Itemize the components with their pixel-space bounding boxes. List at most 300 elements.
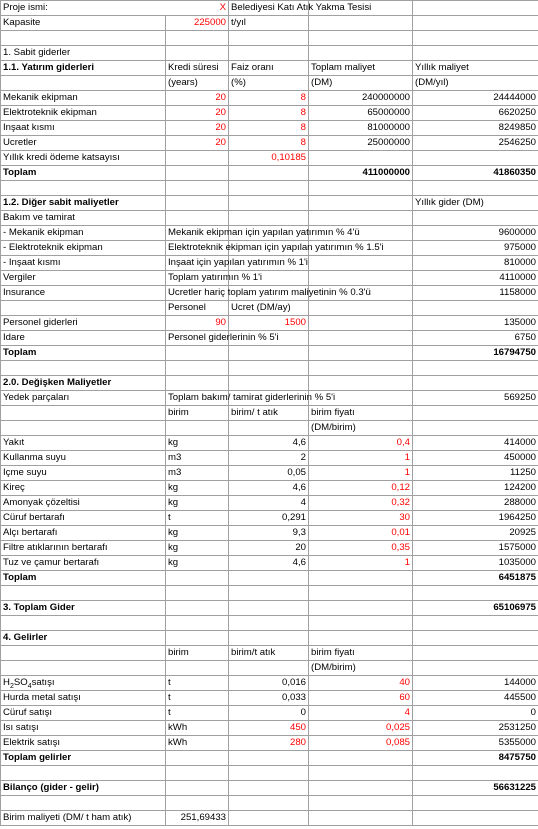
cell-col-d[interactable] bbox=[309, 16, 413, 31]
cell-col-e[interactable]: 1964250 bbox=[413, 511, 538, 526]
cell-col-b[interactable]: Toplam yatırımın % 1'i bbox=[166, 271, 229, 286]
cell-col-b[interactable] bbox=[166, 346, 229, 361]
cell-col-d[interactable] bbox=[309, 601, 413, 616]
cell-col-c[interactable]: Faiz oranı bbox=[229, 61, 309, 76]
cell-col-c[interactable] bbox=[229, 601, 309, 616]
cell-label[interactable] bbox=[1, 766, 166, 781]
cell-label[interactable]: Kapasite bbox=[1, 16, 166, 31]
cell-col-e[interactable]: 569250 bbox=[413, 391, 538, 406]
cell-col-e[interactable]: (DM/yıl) bbox=[413, 76, 538, 91]
cell-col-e[interactable] bbox=[413, 406, 538, 421]
cell-label[interactable] bbox=[1, 31, 166, 46]
cell-col-c[interactable]: 0,016 bbox=[229, 676, 309, 691]
cell-col-c[interactable] bbox=[229, 631, 309, 646]
cell-col-d[interactable]: (DM/birim) bbox=[309, 661, 413, 676]
cell-col-e[interactable]: 810000 bbox=[413, 256, 538, 271]
cell-col-d[interactable] bbox=[309, 796, 413, 811]
sheet-row bbox=[1, 301, 538, 316]
cell-col-b[interactable]: 20 bbox=[166, 136, 229, 151]
cell-col-d[interactable] bbox=[309, 271, 413, 286]
cell-col-b[interactable]: 225000 bbox=[166, 16, 229, 31]
cell-label[interactable]: Yedek parçaları bbox=[1, 391, 166, 406]
cell-col-c[interactable]: 8 bbox=[229, 136, 309, 151]
cell-col-e[interactable]: 5355000 bbox=[413, 736, 538, 751]
cell-col-b[interactable] bbox=[166, 601, 229, 616]
cell-col-e[interactable] bbox=[413, 421, 538, 436]
cell-col-d[interactable]: 60 bbox=[309, 691, 413, 706]
cell-col-c[interactable]: 0,10185 bbox=[229, 151, 309, 166]
sheet-row bbox=[1, 796, 538, 811]
cell-col-b[interactable]: birim bbox=[166, 646, 229, 661]
sheet-row bbox=[1, 331, 538, 346]
cell-label[interactable] bbox=[1, 181, 166, 196]
cell-col-c[interactable]: 4 bbox=[229, 496, 309, 511]
cell-col-d[interactable]: 0,12 bbox=[309, 481, 413, 496]
cell-label[interactable] bbox=[1, 796, 166, 811]
cell-col-b[interactable]: 251,69433 bbox=[166, 811, 229, 826]
cell-label[interactable]: 3. Toplam Gider bbox=[1, 601, 166, 616]
sheet-row bbox=[1, 736, 538, 751]
cell-col-c[interactable] bbox=[229, 376, 309, 391]
cell-col-d[interactable] bbox=[309, 811, 413, 826]
cell-col-d[interactable] bbox=[309, 376, 413, 391]
cell-label[interactable] bbox=[1, 646, 166, 661]
cell-col-e[interactable] bbox=[413, 301, 538, 316]
cell-col-e[interactable]: 1158000 bbox=[413, 286, 538, 301]
cell-label[interactable]: Inşaat kısmı bbox=[1, 121, 166, 136]
cell-col-d[interactable]: 30 bbox=[309, 511, 413, 526]
cell-col-e[interactable] bbox=[413, 631, 538, 646]
cell-col-b[interactable]: t bbox=[166, 511, 229, 526]
sheet-row bbox=[1, 196, 538, 211]
cell-col-c[interactable] bbox=[229, 31, 309, 46]
cell-label[interactable]: Toplam gelirler bbox=[1, 751, 166, 766]
cell-label[interactable]: Alçı bertarafı bbox=[1, 526, 166, 541]
cell-col-e[interactable]: 8475750 bbox=[413, 751, 538, 766]
cell-col-b[interactable] bbox=[166, 571, 229, 586]
sheet-row bbox=[1, 556, 538, 571]
sheet-row bbox=[1, 676, 538, 691]
cell-col-e[interactable]: 6750 bbox=[413, 331, 538, 346]
sheet-row bbox=[1, 631, 538, 646]
cell-col-b[interactable]: kWh bbox=[166, 736, 229, 751]
cell-col-e[interactable] bbox=[413, 361, 538, 376]
cell-col-b[interactable] bbox=[166, 181, 229, 196]
cell-col-c[interactable] bbox=[229, 346, 309, 361]
cell-label[interactable]: Filtre atıklarının bertarafı bbox=[1, 541, 166, 556]
cell-col-b[interactable]: Ucretler hariç toplam yatırım maliyetinin % 0.3'ü bbox=[166, 286, 229, 301]
cell-label[interactable]: Idare bbox=[1, 331, 166, 346]
sheet-row bbox=[1, 616, 538, 631]
cell-col-c[interactable]: 450 bbox=[229, 721, 309, 736]
cell-col-c[interactable]: 8 bbox=[229, 91, 309, 106]
cell-col-d[interactable] bbox=[309, 331, 413, 346]
cell-label[interactable]: Toplam bbox=[1, 571, 166, 586]
cell-col-b[interactable]: kg bbox=[166, 526, 229, 541]
cell-col-d[interactable] bbox=[309, 196, 413, 211]
cell-col-d[interactable] bbox=[309, 781, 413, 796]
cell-col-c[interactable]: 8 bbox=[229, 106, 309, 121]
cell-col-b[interactable]: Personel bbox=[166, 301, 229, 316]
cell-col-b[interactable]: birim bbox=[166, 406, 229, 421]
cell-col-b[interactable] bbox=[166, 751, 229, 766]
cell-col-e[interactable]: 144000 bbox=[413, 676, 538, 691]
cell-label[interactable]: Personel giderleri bbox=[1, 316, 166, 331]
cell-col-e[interactable] bbox=[413, 811, 538, 826]
sheet-row bbox=[1, 1, 538, 16]
cell-col-b[interactable]: X bbox=[166, 1, 229, 16]
cell-col-c[interactable] bbox=[229, 586, 309, 601]
cell-col-d[interactable]: 0,32 bbox=[309, 496, 413, 511]
sheet-row bbox=[1, 526, 538, 541]
sheet-row bbox=[1, 181, 538, 196]
cell-label[interactable] bbox=[1, 661, 166, 676]
cell-col-d[interactable] bbox=[309, 571, 413, 586]
cell-col-d[interactable]: birim fiyatı bbox=[309, 406, 413, 421]
cell-col-b[interactable]: kg bbox=[166, 496, 229, 511]
cell-col-c[interactable] bbox=[229, 46, 309, 61]
cell-label[interactable]: - Mekanik ekipman bbox=[1, 226, 166, 241]
cell-col-b[interactable]: (years) bbox=[166, 76, 229, 91]
cell-label[interactable]: Mekanik ekipman bbox=[1, 91, 166, 106]
cell-col-c[interactable]: (%) bbox=[229, 76, 309, 91]
cell-col-d[interactable] bbox=[309, 631, 413, 646]
cell-col-c[interactable]: t/yıl bbox=[229, 16, 309, 31]
cell-col-b[interactable] bbox=[166, 586, 229, 601]
cell-col-e[interactable]: Yıllık gider (DM) bbox=[413, 196, 538, 211]
cell-label[interactable] bbox=[1, 421, 166, 436]
cell-col-c[interactable] bbox=[229, 196, 309, 211]
cell-col-d[interactable]: 240000000 bbox=[309, 91, 413, 106]
sheet-row bbox=[1, 481, 538, 496]
sheet-row bbox=[1, 406, 538, 421]
sheet-row bbox=[1, 286, 538, 301]
cell-col-d[interactable]: 1 bbox=[309, 451, 413, 466]
cell-col-c[interactable]: birim/t atık bbox=[229, 646, 309, 661]
cell-col-b[interactable]: kg bbox=[166, 481, 229, 496]
cell-col-b[interactable]: kg bbox=[166, 436, 229, 451]
cell-col-d[interactable] bbox=[309, 766, 413, 781]
cell-col-c[interactable] bbox=[229, 796, 309, 811]
cell-col-e[interactable] bbox=[413, 766, 538, 781]
cell-col-e[interactable] bbox=[413, 586, 538, 601]
cell-col-e[interactable]: 6620250 bbox=[413, 106, 538, 121]
cell-col-c[interactable] bbox=[229, 781, 309, 796]
cell-col-e[interactable] bbox=[413, 376, 538, 391]
sheet-row bbox=[1, 541, 538, 556]
cell-col-b[interactable]: m3 bbox=[166, 466, 229, 481]
cell-col-b[interactable]: Mekanik ekipman için yapılan yatırımın % 4'ü bbox=[166, 226, 229, 241]
cell-label[interactable]: Insurance bbox=[1, 286, 166, 301]
cell-label[interactable]: Yıllık kredi ödeme katsayısı bbox=[1, 151, 166, 166]
sheet-row bbox=[1, 766, 538, 781]
cell-label[interactable]: - Elektroteknik ekipman bbox=[1, 241, 166, 256]
cell-col-c[interactable]: Ucret (DM/ay) bbox=[229, 301, 309, 316]
cell-label[interactable]: Kullanma suyu bbox=[1, 451, 166, 466]
cell-col-e[interactable] bbox=[413, 31, 538, 46]
cell-label[interactable]: Ucretler bbox=[1, 136, 166, 151]
sheet-row bbox=[1, 436, 538, 451]
cell-col-b[interactable]: kWh bbox=[166, 721, 229, 736]
cell-col-d[interactable] bbox=[309, 316, 413, 331]
cell-col-c[interactable] bbox=[229, 166, 309, 181]
cell-col-d[interactable]: 0,025 bbox=[309, 721, 413, 736]
cell-col-b[interactable]: 20 bbox=[166, 91, 229, 106]
cell-col-e[interactable]: 135000 bbox=[413, 316, 538, 331]
cell-col-c[interactable]: 280 bbox=[229, 736, 309, 751]
cell-col-b[interactable]: t bbox=[166, 676, 229, 691]
sheet-row bbox=[1, 316, 538, 331]
cell-label[interactable]: 1. Sabit giderler bbox=[1, 46, 166, 61]
cell-col-c[interactable] bbox=[229, 211, 309, 226]
sheet-row bbox=[1, 691, 538, 706]
cell-col-c[interactable] bbox=[229, 766, 309, 781]
cell-col-e[interactable]: 56631225 bbox=[413, 781, 538, 796]
cell-label[interactable]: Proje ismi: bbox=[1, 1, 166, 16]
cell-col-e[interactable]: 8249850 bbox=[413, 121, 538, 136]
cell-col-b[interactable]: 20 bbox=[166, 106, 229, 121]
cell-col-e[interactable]: 124200 bbox=[413, 481, 538, 496]
cell-col-b[interactable] bbox=[166, 631, 229, 646]
cell-col-c[interactable] bbox=[229, 616, 309, 631]
cell-col-e[interactable]: 1035000 bbox=[413, 556, 538, 571]
cell-label[interactable]: $H_2SO_4satışı$ bbox=[1, 676, 166, 691]
cell-col-d[interactable] bbox=[309, 256, 413, 271]
cell-label[interactable] bbox=[1, 406, 166, 421]
cell-col-d[interactable]: birim fiyatı bbox=[309, 646, 413, 661]
cell-label[interactable]: Isı satışı bbox=[1, 721, 166, 736]
cell-col-d[interactable]: 81000000 bbox=[309, 121, 413, 136]
sheet-row bbox=[1, 166, 538, 181]
cell-col-d[interactable]: 0,01 bbox=[309, 526, 413, 541]
cell-label[interactable]: Vergiler bbox=[1, 271, 166, 286]
cell-col-d[interactable] bbox=[309, 301, 413, 316]
cell-col-b[interactable]: Elektroteknik ekipman için yapılan yatırımın % 1.5'i bbox=[166, 241, 229, 256]
sheet-row bbox=[1, 346, 538, 361]
cell-col-e[interactable] bbox=[413, 151, 538, 166]
cell-label[interactable]: Cüruf bertarafı bbox=[1, 511, 166, 526]
cell-col-c[interactable] bbox=[229, 181, 309, 196]
cell-col-d[interactable] bbox=[309, 346, 413, 361]
cell-col-e[interactable]: 975000 bbox=[413, 241, 538, 256]
cell-col-d[interactable]: 65000000 bbox=[309, 106, 413, 121]
cell-label[interactable]: Toplam bbox=[1, 166, 166, 181]
cell-label[interactable]: 4. Gelirler bbox=[1, 631, 166, 646]
cell-col-e[interactable]: 414000 bbox=[413, 436, 538, 451]
cell-col-c[interactable]: 0 bbox=[229, 706, 309, 721]
cell-label[interactable]: Birim maliyeti (DM/ t ham atık) bbox=[1, 811, 166, 826]
sheet-row bbox=[1, 16, 538, 31]
cell-col-d[interactable]: 0,35 bbox=[309, 541, 413, 556]
cell-label[interactable] bbox=[1, 361, 166, 376]
cell-col-b[interactable]: 20 bbox=[166, 121, 229, 136]
cell-col-e[interactable]: 1575000 bbox=[413, 541, 538, 556]
cell-col-c[interactable]: 0,291 bbox=[229, 511, 309, 526]
cell-col-b[interactable]: 90 bbox=[166, 316, 229, 331]
cell-col-c[interactable]: 4,6 bbox=[229, 436, 309, 451]
cell-col-e[interactable]: 11250 bbox=[413, 466, 538, 481]
cell-col-d[interactable] bbox=[309, 46, 413, 61]
cell-col-e[interactable] bbox=[413, 181, 538, 196]
cell-col-d[interactable]: 0,4 bbox=[309, 436, 413, 451]
cell-col-e[interactable]: 41860350 bbox=[413, 166, 538, 181]
cell-col-c[interactable]: 1500 bbox=[229, 316, 309, 331]
cell-col-b[interactable]: m3 bbox=[166, 451, 229, 466]
cell-col-d[interactable] bbox=[309, 751, 413, 766]
cell-col-d[interactable] bbox=[309, 616, 413, 631]
cell-col-e[interactable] bbox=[413, 796, 538, 811]
cell-col-e[interactable] bbox=[413, 661, 538, 676]
cell-col-b[interactable] bbox=[166, 766, 229, 781]
cell-col-c[interactable]: 2 bbox=[229, 451, 309, 466]
cell-label[interactable]: Elektrik satışı bbox=[1, 736, 166, 751]
sheet-row bbox=[1, 61, 538, 76]
sheet-row bbox=[1, 646, 538, 661]
cell-col-c[interactable]: 0,05 bbox=[229, 466, 309, 481]
cell-col-b[interactable]: kg bbox=[166, 556, 229, 571]
cell-label[interactable] bbox=[1, 586, 166, 601]
cell-col-e[interactable] bbox=[413, 646, 538, 661]
cell-col-b[interactable]: Personel giderlerinin % 5'i bbox=[166, 331, 229, 346]
cell-col-e[interactable]: 16794750 bbox=[413, 346, 538, 361]
cell-col-b[interactable] bbox=[166, 166, 229, 181]
cell-col-e[interactable]: 0 bbox=[413, 706, 538, 721]
cell-col-c[interactable]: 9,3 bbox=[229, 526, 309, 541]
cell-col-e[interactable] bbox=[413, 1, 538, 16]
cell-col-c[interactable]: 0,033 bbox=[229, 691, 309, 706]
sheet-row bbox=[1, 661, 538, 676]
cell-label[interactable]: Içme suyu bbox=[1, 466, 166, 481]
cell-label[interactable]: Yakıt bbox=[1, 436, 166, 451]
cell-col-d[interactable] bbox=[309, 31, 413, 46]
cell-col-b[interactable] bbox=[166, 211, 229, 226]
cell-col-d[interactable]: Toplam maliyet bbox=[309, 61, 413, 76]
cell-col-e[interactable]: 6451875 bbox=[413, 571, 538, 586]
cell-col-c[interactable]: 20 bbox=[229, 541, 309, 556]
cell-col-b[interactable] bbox=[166, 796, 229, 811]
cell-col-e[interactable]: 288000 bbox=[413, 496, 538, 511]
cell-col-c[interactable]: 4,6 bbox=[229, 481, 309, 496]
cell-col-b[interactable]: t bbox=[166, 691, 229, 706]
cell-col-d[interactable]: 1 bbox=[309, 556, 413, 571]
cell-col-e[interactable] bbox=[413, 211, 538, 226]
cell-col-e[interactable]: 20925 bbox=[413, 526, 538, 541]
cell-col-e[interactable] bbox=[413, 616, 538, 631]
cell-label[interactable]: Kireç bbox=[1, 481, 166, 496]
cell-label[interactable]: Hurda metal satışı bbox=[1, 691, 166, 706]
cell-label[interactable]: Tuz ve çamur bertarafı bbox=[1, 556, 166, 571]
cell-label[interactable]: Bilanço (gider - gelir) bbox=[1, 781, 166, 796]
cell-col-b[interactable] bbox=[166, 616, 229, 631]
cell-col-b[interactable] bbox=[166, 781, 229, 796]
sheet-row bbox=[1, 451, 538, 466]
cell-col-b[interactable]: kg bbox=[166, 541, 229, 556]
cell-col-b[interactable] bbox=[166, 151, 229, 166]
cell-col-c[interactable] bbox=[229, 751, 309, 766]
cell-col-c[interactable]: Belediyesi Katı Atık Yakma Tesisi bbox=[229, 1, 309, 16]
sheet-row bbox=[1, 421, 538, 436]
sheet-row bbox=[1, 211, 538, 226]
cell-label[interactable] bbox=[1, 301, 166, 316]
cell-col-b[interactable] bbox=[166, 421, 229, 436]
sheet-row bbox=[1, 751, 538, 766]
cell-col-c[interactable] bbox=[229, 571, 309, 586]
cell-label[interactable]: Elektroteknik ekipman bbox=[1, 106, 166, 121]
cell-col-b[interactable]: Kredi süresi bbox=[166, 61, 229, 76]
cell-col-c[interactable] bbox=[229, 661, 309, 676]
cell-col-d[interactable] bbox=[309, 181, 413, 196]
cell-col-e[interactable]: 450000 bbox=[413, 451, 538, 466]
cell-col-e[interactable] bbox=[413, 46, 538, 61]
cell-col-c[interactable] bbox=[229, 361, 309, 376]
cell-label[interactable]: 2.0. Değişken Maliyetler bbox=[1, 376, 166, 391]
cell-col-e[interactable]: 445500 bbox=[413, 691, 538, 706]
cell-col-d[interactable]: 25000000 bbox=[309, 136, 413, 151]
cell-col-d[interactable] bbox=[309, 361, 413, 376]
sheet-row bbox=[1, 571, 538, 586]
cell-label[interactable]: Cüruf satışı bbox=[1, 706, 166, 721]
sheet-row bbox=[1, 121, 538, 136]
cell-label[interactable]: - Inşaat kısmı bbox=[1, 256, 166, 271]
cell-col-e[interactable]: 24444000 bbox=[413, 91, 538, 106]
cell-col-b[interactable] bbox=[166, 361, 229, 376]
cell-col-e[interactable]: Yıllık maliyet bbox=[413, 61, 538, 76]
cell-col-b[interactable]: Toplam bakım/ tamirat giderlerinin % 5'i bbox=[166, 391, 229, 406]
cell-col-b[interactable] bbox=[166, 196, 229, 211]
cell-col-d[interactable]: 0,085 bbox=[309, 736, 413, 751]
cell-label[interactable]: 1.2. Diğer sabit maliyetler bbox=[1, 196, 166, 211]
cell-col-d[interactable]: 40 bbox=[309, 676, 413, 691]
cell-label[interactable]: Bakım ve tamirat bbox=[1, 211, 166, 226]
cell-col-d[interactable]: (DM) bbox=[309, 76, 413, 91]
cell-col-c[interactable]: birim/ t atık bbox=[229, 406, 309, 421]
cell-col-b[interactable]: t bbox=[166, 706, 229, 721]
sheet-row bbox=[1, 811, 538, 826]
cell-col-d[interactable]: (DM/birim) bbox=[309, 421, 413, 436]
cell-col-e[interactable] bbox=[413, 16, 538, 31]
cell-col-d[interactable] bbox=[309, 151, 413, 166]
cell-col-d[interactable]: 1 bbox=[309, 466, 413, 481]
cell-col-c[interactable]: 4,6 bbox=[229, 556, 309, 571]
cell-col-b[interactable] bbox=[166, 46, 229, 61]
cell-col-b[interactable]: Inşaat için yapılan yatırımın % 1'i bbox=[166, 256, 229, 271]
sheet-row bbox=[1, 496, 538, 511]
cell-col-d[interactable] bbox=[309, 211, 413, 226]
cell-label[interactable] bbox=[1, 616, 166, 631]
cell-col-d[interactable] bbox=[309, 586, 413, 601]
cell-col-d[interactable]: 411000000 bbox=[309, 166, 413, 181]
cell-col-e[interactable]: 2531250 bbox=[413, 721, 538, 736]
cell-col-e[interactable]: 4110000 bbox=[413, 271, 538, 286]
cell-col-c[interactable]: 8 bbox=[229, 121, 309, 136]
cell-col-e[interactable]: 2546250 bbox=[413, 136, 538, 151]
cell-col-e[interactable]: 65106975 bbox=[413, 601, 538, 616]
cell-col-e[interactable]: 9600000 bbox=[413, 226, 538, 241]
cell-col-b[interactable] bbox=[166, 661, 229, 676]
cell-col-c[interactable] bbox=[229, 421, 309, 436]
cell-label[interactable]: Toplam bbox=[1, 346, 166, 361]
cell-col-c[interactable] bbox=[229, 811, 309, 826]
sheet-row bbox=[1, 706, 538, 721]
cell-col-b[interactable] bbox=[166, 376, 229, 391]
cell-label[interactable]: Amonyak çözeltisi bbox=[1, 496, 166, 511]
cell-col-d[interactable]: 4 bbox=[309, 706, 413, 721]
sheet-row bbox=[1, 376, 538, 391]
sheet-row bbox=[1, 601, 538, 616]
cell-label[interactable] bbox=[1, 76, 166, 91]
cell-col-b[interactable] bbox=[166, 31, 229, 46]
cell-label[interactable]: 1.1. Yatırım giderleri bbox=[1, 61, 166, 76]
